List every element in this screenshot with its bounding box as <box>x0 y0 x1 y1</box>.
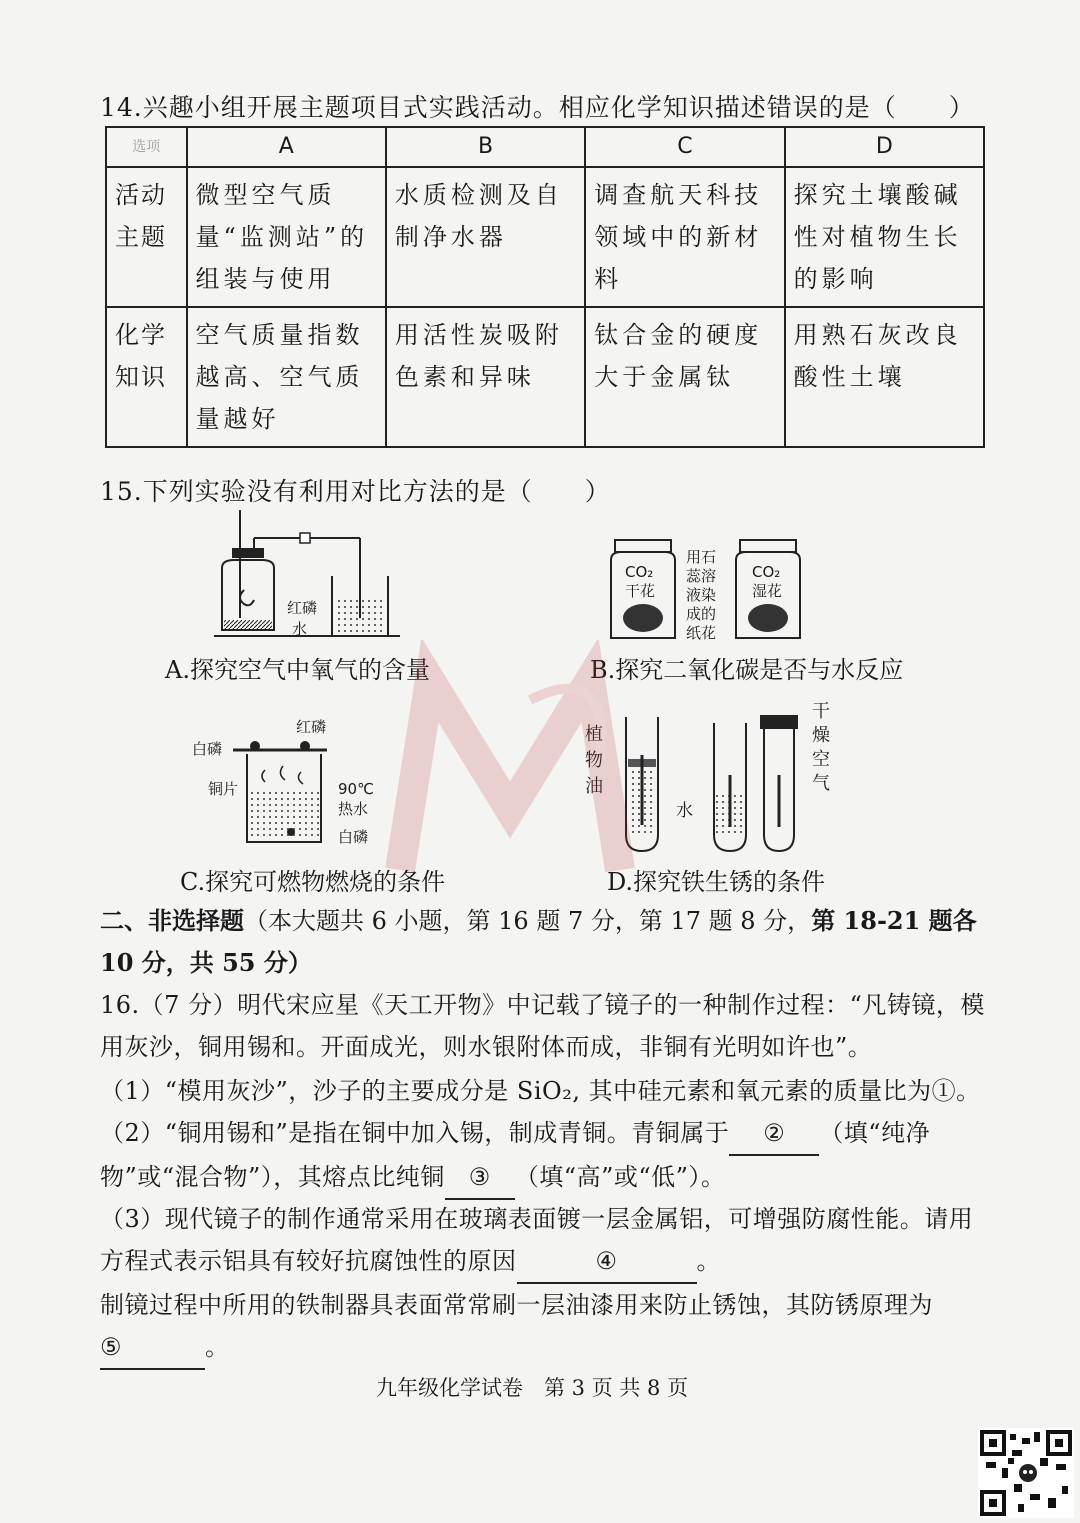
page-footer: 九年级化学试卷 第 3 页 共 8 页 <box>376 1376 689 1400</box>
row-label-knowledge: 化学知识 <box>106 307 187 447</box>
watermark-logo-icon <box>380 640 640 900</box>
cell-knowledge-b: 用活性炭吸附色素和异味 <box>386 307 585 447</box>
fig-c-label-white-phosphorus-top: 白磷 <box>192 740 223 758</box>
q16-part2-text-c: （填“高”或“低”）。 <box>514 1163 726 1191</box>
cell-activity-a: 微型空气质量“监测站”的组装与使用 <box>187 167 386 307</box>
cell-activity-d: 探究土壤酸碱性对植物生长的影响 <box>785 167 984 307</box>
header-d: D <box>785 127 984 167</box>
fig-a-caption: A.探究空气中氧气的含量 <box>165 656 430 684</box>
section-2-desc: （本大题共 6 小题，第 16 题 7 分，第 17 题 8 分， <box>244 907 812 935</box>
fig-b-label-dry-flower: 干花 <box>625 582 656 600</box>
fig-d-caption: D.探究铁生锈的条件 <box>607 868 826 896</box>
header-a: A <box>187 127 386 167</box>
q16-part3-text-a: （3）现代镜子的制作通常采用在玻璃表面镀一层金属铝，可增强防腐性能。请用方程式表示铝具有较好抗腐蚀性的原因 <box>100 1205 974 1275</box>
q14-title: 14.兴趣小组开展主题项目式实践活动。相应化学知识描述错误的是（ ） <box>100 93 975 122</box>
cell-knowledge-d: 用熟石灰改良酸性土壤 <box>785 307 984 447</box>
fig-d-label-dry-air: 干燥空气 <box>812 701 830 794</box>
q16-part1-text: （1）“模用灰沙”，沙子的主要成分是 SiO₂, 其中硅元素和氧元素的质量比为 <box>100 1077 932 1105</box>
section-2-heading <box>100 900 990 984</box>
fig-b-label-litmus-paper-flower: 用石蕊溶液染成的纸花 <box>686 548 717 642</box>
q16-part2 <box>100 1112 990 1200</box>
fig-c-label-white-phosphorus-bottom: 白磷 <box>338 828 369 846</box>
q16-blank-2[interactable]: ② <box>729 1112 819 1156</box>
figure-d-rust-test-tubes <box>612 715 842 855</box>
fig-c-label-red-phosphorus: 红磷 <box>296 718 327 736</box>
section-2-title: 二、非选择题 <box>100 906 244 935</box>
fig-d-label-vegetable-oil: 植物油 <box>585 724 603 797</box>
q14-option-table <box>105 126 985 448</box>
fig-a-label-red-phosphorus: 红磷 <box>287 599 318 617</box>
fig-b-label-co2-right: CO₂ <box>752 563 781 581</box>
q16-part1 <box>100 1070 1000 1112</box>
row-label-activity: 活动主题 <box>106 167 187 307</box>
q15-title: 15.下列实验没有利用对比方法的是（ ） <box>100 477 611 506</box>
fig-b-label-co2-left: CO₂ <box>625 563 654 581</box>
q16-part1-end: 。 <box>956 1077 981 1105</box>
cell-knowledge-a: 空气质量指数越高、空气质量越好 <box>187 307 386 447</box>
fig-b-label-wet-flower: 湿花 <box>752 582 783 600</box>
q16-intro: 16.（7 分）明代宋应星《天工开物》中记载了镜子的一种制作过程：“凡铸镜，模用灰沙，铜用锡和。开面成光，则水银附体而成，非铜有光明如许也”。 <box>100 991 985 1061</box>
fig-b-caption: B.探究二氧化碳是否与水反应 <box>590 656 904 684</box>
cell-activity-b: 水质检测及自制净水器 <box>386 167 585 307</box>
fig-c-caption: C.探究可燃物燃烧的条件 <box>180 868 446 896</box>
cell-activity-c: 调查航天科技领域中的新材料 <box>585 167 784 307</box>
header-b: B <box>386 127 585 167</box>
q16-part3 <box>100 1198 990 1370</box>
q16-part2-text-a: （2）“铜用锡和”是指在铜中加入锡，制成青铜。青铜属于 <box>100 1119 730 1147</box>
q16-part2-text-b: （填“纯净物”或“混合物”），其熔点比纯铜 <box>100 1119 931 1191</box>
q16-part3-a-end: 。 <box>696 1247 721 1275</box>
q16-blank-5[interactable]: ⑤ <box>100 1326 205 1370</box>
qr-code-icon[interactable] <box>978 1428 1074 1518</box>
cell-knowledge-c: 钛合金的硬度大于金属钛 <box>585 307 784 447</box>
q16-part3-text-b: 制镜过程中所用的铁制器具表面常常刷一层油漆用来防止锈蚀，其防锈原理为 <box>100 1291 933 1319</box>
q16-blank-3[interactable]: ③ <box>445 1156 515 1200</box>
fig-a-label-water: 水 <box>292 620 308 638</box>
q16-blank-1[interactable]: ① <box>931 1077 957 1105</box>
figure-c-combustion-beaker <box>225 730 335 850</box>
q16-part3-b-end: 。 <box>205 1333 230 1361</box>
q16-blank-4[interactable]: ④ <box>517 1240 697 1284</box>
fig-c-label-hot-water: 热水 <box>338 800 369 818</box>
table-corner: 选项 <box>106 127 187 167</box>
header-c: C <box>585 127 784 167</box>
fig-c-label-copper-sheet: 铜片 <box>208 780 239 798</box>
section-2-desc-bold: 第 18-21 题各 10 分，共 55 分） <box>100 906 977 977</box>
fig-d-label-water: 水 <box>676 801 693 821</box>
figure-a-oxygen-apparatus <box>210 508 410 643</box>
fig-c-label-temperature: 90℃ <box>338 780 374 798</box>
